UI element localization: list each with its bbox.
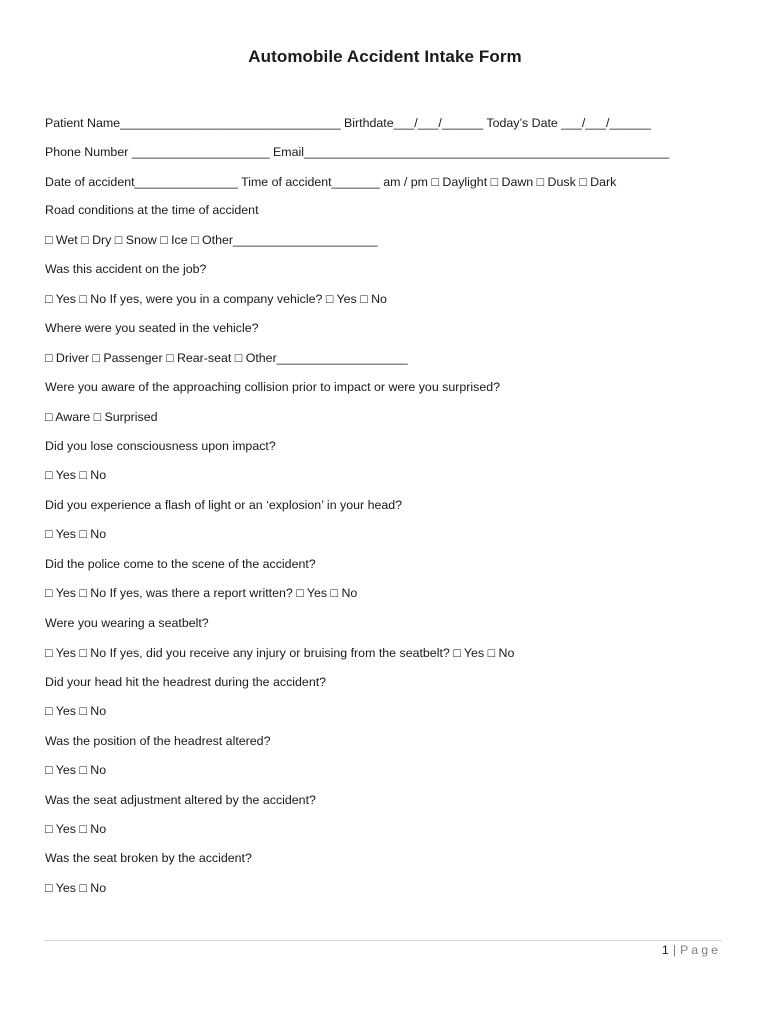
question-aware: Were you aware of the approaching collision prior to impact or were you surprised? bbox=[45, 380, 501, 394]
form-line-accident-time: Date of accident_______________ Time of accident_______ am / pm □ Daylight □ Dawn □ Dusk □ Dark bbox=[45, 175, 617, 189]
question-seat-adjustment: Was the seat adjustment altered by the accident? bbox=[45, 793, 316, 807]
answer-road-conditions: □ Wet □ Dry □ Snow □ Ice □ Other_____________________ bbox=[45, 233, 378, 247]
question-headrest-hit: Did your head hit the headrest during the accident? bbox=[45, 675, 327, 689]
page-separator: | bbox=[672, 943, 677, 957]
form-line-contact: Phone Number ____________________ Email_____________________________________________________ bbox=[45, 145, 670, 159]
footer-rule bbox=[44, 940, 722, 941]
form-line-patient-info: Patient Name________________________________ Birthdate___/___/______ Today’s Date ___/___/______ bbox=[45, 116, 651, 130]
answer-flash: □ Yes □ No bbox=[45, 527, 107, 541]
question-seat-broken: Was the seat broken by the accident? bbox=[45, 851, 252, 865]
page-footer bbox=[662, 943, 721, 957]
answer-seatbelt: □ Yes □ No If yes, did you receive any injury or bruising from the seatbelt? □ Yes □ No bbox=[45, 646, 515, 660]
answer-seat-broken: □ Yes □ No bbox=[45, 881, 107, 895]
answer-police: □ Yes □ No If yes, was there a report written? □ Yes □ No bbox=[45, 586, 358, 600]
page-word: Page bbox=[680, 943, 721, 957]
question-on-job: Was this accident on the job? bbox=[45, 262, 207, 276]
form-title: Automobile Accident Intake Form bbox=[248, 47, 522, 66]
question-seat-position: Where were you seated in the vehicle? bbox=[45, 321, 259, 335]
question-headrest-altered: Was the position of the headrest altered? bbox=[45, 734, 271, 748]
page-number: 1 bbox=[661, 943, 669, 957]
question-consciousness: Did you lose consciousness upon impact? bbox=[45, 439, 276, 453]
question-seatbelt: Were you wearing a seatbelt? bbox=[45, 616, 209, 630]
answer-on-job: □ Yes □ No If yes, were you in a company vehicle? □ Yes □ No bbox=[45, 292, 387, 306]
question-flash: Did you experience a flash of light or an ‘explosion’ in your head? bbox=[45, 498, 403, 512]
question-police: Did the police come to the scene of the accident? bbox=[45, 557, 316, 571]
answer-seat-position: □ Driver □ Passenger □ Rear-seat □ Other___________________ bbox=[45, 351, 408, 365]
answer-seat-adjustment: □ Yes □ No bbox=[45, 822, 107, 836]
question-road-conditions: Road conditions at the time of accident bbox=[45, 203, 259, 217]
answer-headrest-hit: □ Yes □ No bbox=[45, 704, 107, 718]
answer-headrest-altered: □ Yes □ No bbox=[45, 763, 107, 777]
answer-aware: □ Aware □ Surprised bbox=[45, 410, 158, 424]
answer-consciousness: □ Yes □ No bbox=[45, 468, 107, 482]
